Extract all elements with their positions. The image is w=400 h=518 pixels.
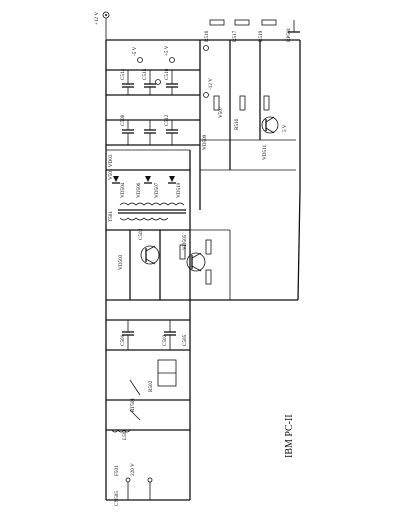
- figure-caption: [268, 404, 308, 464]
- label-r516: R516: [234, 118, 240, 130]
- label-t501: T501: [108, 211, 114, 222]
- label-vd503: VD503: [118, 254, 124, 270]
- label-minus5v: -5 V: [132, 46, 138, 56]
- label-q-top: V507: [218, 106, 224, 118]
- label-c508: C508: [120, 114, 126, 126]
- label-vd509: VD509: [202, 134, 208, 150]
- label-rt501: RT501: [130, 397, 136, 412]
- label-rp501: RP501: [286, 27, 292, 42]
- label-plus5v: +5 V: [164, 45, 170, 56]
- label-c512: C512: [164, 114, 170, 126]
- caption-text: IBM PC-II: [284, 414, 295, 458]
- label-c515: C515: [142, 68, 148, 80]
- label-vd-top: V501 VD03: [108, 154, 114, 180]
- terminal-plus12v: [94, 12, 109, 40]
- label-c514: C514: [120, 68, 126, 80]
- diode-icon: [145, 176, 151, 182]
- label-c501: C501: [120, 334, 126, 346]
- diode-icon: [169, 176, 175, 182]
- label-vd507: VD507: [154, 182, 160, 198]
- label-220v: 220 V: [130, 463, 136, 476]
- primary-switching-section: [106, 228, 230, 300]
- input-section: [106, 320, 190, 506]
- label-vd510: VD510: [176, 182, 182, 198]
- label-vd511: VD511: [262, 144, 268, 160]
- label-f501: F501: [114, 465, 120, 476]
- label-c505: C505: [182, 334, 188, 346]
- label-cn505: CN505: [114, 491, 120, 506]
- label-r518: R518: [204, 30, 210, 42]
- label-r502: R502: [148, 380, 154, 392]
- label-vd505: VD505: [182, 234, 188, 250]
- label-plus12v: +12 V: [94, 11, 100, 25]
- secondary-rectifier-block: [106, 68, 200, 198]
- label-minus12v: -12 V: [208, 78, 214, 90]
- label-vd504: VD504: [120, 182, 126, 198]
- label-r517: R517: [232, 30, 238, 42]
- label-r519: R519: [258, 30, 264, 42]
- label-c503: C503: [138, 228, 144, 240]
- label-c516: C516: [164, 68, 170, 80]
- input-connector: [126, 478, 152, 500]
- label-l501: L501: [122, 429, 128, 440]
- regulator-section: [200, 20, 300, 210]
- label-vd506: VD506: [136, 182, 142, 198]
- label-c502: C502: [162, 334, 168, 346]
- label-5v: 5 V: [282, 124, 288, 132]
